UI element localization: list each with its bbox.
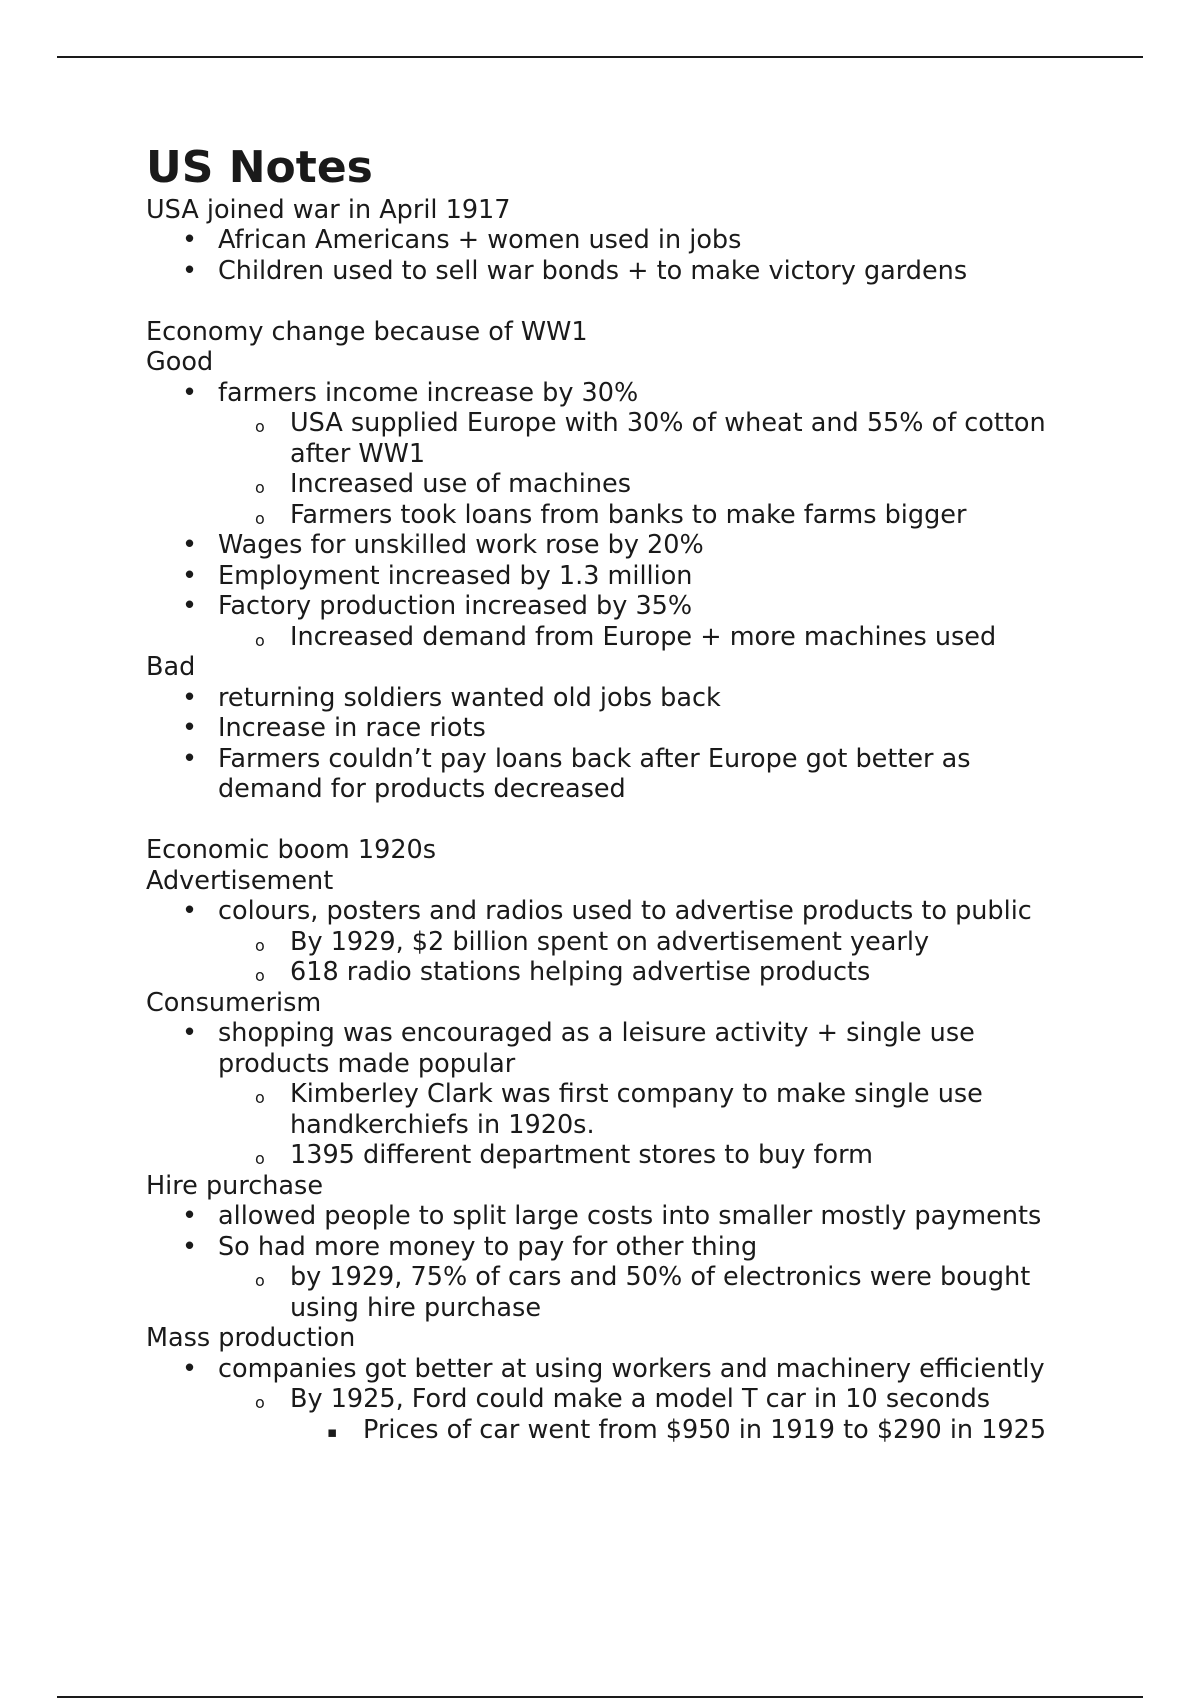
- list-item-text: Good: [146, 347, 214, 378]
- list-item-text: Hire purchase: [146, 1170, 324, 1201]
- list-item-level-1: [146, 896, 1056, 927]
- list-item-text: Economic boom 1920s: [146, 835, 437, 866]
- list-item-text: USA supplied Europe with 30% of wheat and 55% of cotton after WW1: [290, 408, 1046, 469]
- note-heading: [146, 195, 1146, 226]
- bullet-icon: •: [182, 1201, 198, 1232]
- bullet-icon: •: [182, 1231, 198, 1262]
- note-heading: [146, 317, 1146, 348]
- note-heading: [146, 988, 1146, 1019]
- list-item-text: farmers income increase by 30%: [218, 377, 639, 408]
- list-item-text: By 1929, $2 billion spent on advertisement yearly: [290, 926, 930, 957]
- list-item-text: By 1925, Ford could make a model T car in 10 seconds: [290, 1384, 991, 1415]
- list-item-level-2: [146, 1079, 1056, 1140]
- list-item-text: Increase in race riots: [218, 713, 486, 744]
- list-item-text: allowed people to split large costs into smaller mostly payments: [218, 1201, 1042, 1232]
- page-title: US Notes: [146, 142, 373, 193]
- list-item-level-2: [146, 1262, 1056, 1323]
- list-item-level-2: [146, 622, 1146, 653]
- list-item-text: 1395 different department stores to buy form: [290, 1140, 873, 1171]
- list-item-level-1: [146, 225, 1146, 256]
- circle-bullet-icon: o: [255, 1088, 265, 1108]
- bullet-icon: •: [182, 560, 198, 591]
- list-item-text: Bad: [146, 652, 196, 683]
- bullet-icon: •: [182, 1018, 198, 1049]
- list-item-text: companies got better at using workers and machinery efficiently: [218, 1353, 1045, 1384]
- list-item-level-1: [146, 256, 1146, 287]
- bullet-icon: •: [182, 1353, 198, 1384]
- circle-bullet-icon: o: [255, 1271, 265, 1291]
- document-body: [146, 142, 1146, 1445]
- list-item-text: Prices of car went from $950 in 1919 to $290 in 1925: [363, 1414, 1047, 1445]
- list-item-text: Economy change because of WW1: [146, 316, 588, 347]
- list-item-level-2: [146, 469, 1146, 500]
- list-item-text: returning soldiers wanted old jobs back: [218, 682, 721, 713]
- list-item-level-1: [146, 1232, 1146, 1263]
- bullet-icon: •: [182, 591, 198, 622]
- list-item-text: Farmers couldn’t pay loans back after Europe got better as demand for products decreased: [218, 743, 971, 805]
- circle-bullet-icon: o: [255, 478, 265, 498]
- list-item-level-1: [146, 744, 1056, 805]
- bullet-icon: •: [182, 713, 198, 744]
- list-item-level-1: [146, 1201, 1056, 1232]
- list-item-level-1: [146, 683, 1146, 714]
- list-item-text: Increased demand from Europe + more machines used: [290, 621, 997, 652]
- circle-bullet-icon: o: [255, 630, 265, 650]
- bullet-icon: •: [182, 530, 198, 561]
- list-item-level-3: [146, 1415, 1056, 1446]
- list-item-text: Farmers took loans from banks to make farms bigger: [290, 499, 967, 530]
- list-item-level-1: [146, 1354, 1056, 1385]
- top-rule: [57, 56, 1143, 58]
- bottom-rule: [57, 1696, 1143, 1698]
- list-item-level-2: [146, 500, 1146, 531]
- list-item-text: Increased use of machines: [290, 469, 632, 500]
- note-heading: [146, 1171, 1146, 1202]
- list-item-level-2: [146, 957, 1146, 988]
- list-item-text: Children used to sell war bonds + to make victory gardens: [218, 255, 968, 286]
- list-item-text: Mass production: [146, 1323, 356, 1354]
- list-item-text: by 1929, 75% of cars and 50% of electronics were bought using hire purchase: [290, 1262, 1031, 1323]
- circle-bullet-icon: o: [255, 966, 265, 986]
- square-bullet-icon: ▪: [327, 1422, 338, 1441]
- list-item-level-2: [146, 1384, 1146, 1415]
- list-item-text: 618 radio stations helping advertise products: [290, 957, 871, 988]
- bullet-icon: •: [182, 255, 198, 286]
- list-item-level-2: [146, 408, 1056, 469]
- list-item-text: Employment increased by 1.3 million: [218, 560, 693, 591]
- notes-list: [146, 195, 1146, 1446]
- bullet-icon: •: [182, 377, 198, 408]
- note-heading: [146, 347, 1146, 378]
- list-item-level-1: [146, 561, 1146, 592]
- blank-line: [146, 805, 1146, 836]
- list-item-text: Kimberley Clark was first company to make single use handkerchiefs in 1920s.: [290, 1079, 983, 1140]
- list-item-text: Wages for unskilled work rose by 20%: [218, 530, 704, 561]
- list-item-text: So had more money to pay for other thing: [218, 1231, 758, 1262]
- circle-bullet-icon: o: [255, 417, 265, 437]
- bullet-icon: •: [182, 225, 198, 256]
- list-item-level-1: [146, 378, 1146, 409]
- list-item-text: shopping was encouraged as a leisure activity + single use products made popular: [218, 1018, 975, 1079]
- list-item-level-2: [146, 1140, 1146, 1171]
- note-heading: [146, 835, 1146, 866]
- list-item-text: African Americans + women used in jobs: [218, 225, 742, 256]
- circle-bullet-icon: o: [255, 935, 265, 955]
- list-item-level-2: [146, 927, 1146, 958]
- list-item-text: Consumerism: [146, 987, 322, 1018]
- circle-bullet-icon: o: [255, 1393, 265, 1413]
- note-heading: [146, 652, 1146, 683]
- list-item-text: colours, posters and radios used to advertise products to public: [218, 896, 1032, 927]
- note-heading: [146, 866, 1146, 897]
- bullet-icon: •: [182, 743, 198, 774]
- list-item-text: Advertisement: [146, 865, 334, 896]
- list-item-level-1: [146, 591, 1146, 622]
- list-item-text: Factory production increased by 35%: [218, 591, 693, 622]
- list-item-level-1: [146, 713, 1146, 744]
- list-item-level-1: [146, 530, 1146, 561]
- blank-line: [146, 286, 1146, 317]
- bullet-icon: •: [182, 682, 198, 713]
- note-heading: [146, 1323, 1146, 1354]
- circle-bullet-icon: o: [255, 1149, 265, 1169]
- circle-bullet-icon: o: [255, 508, 265, 528]
- list-item-level-1: [146, 1018, 1056, 1079]
- list-item-text: USA joined war in April 1917: [146, 194, 511, 225]
- bullet-icon: •: [182, 896, 198, 927]
